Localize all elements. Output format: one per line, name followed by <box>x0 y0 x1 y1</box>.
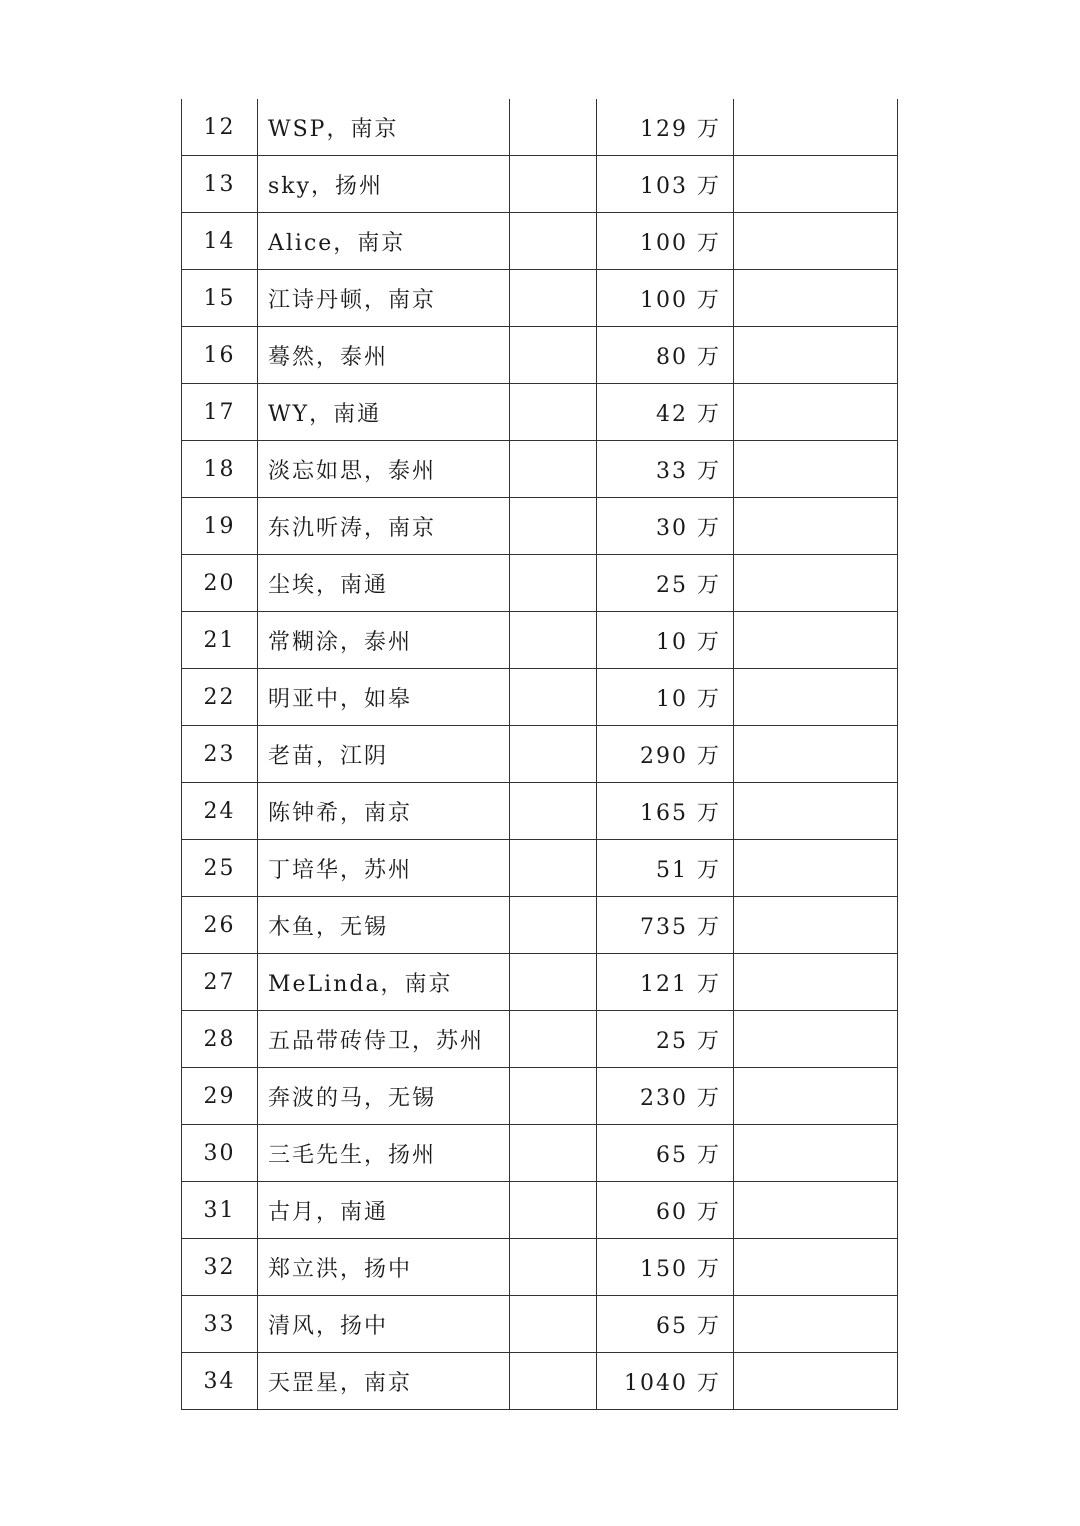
amount-cell: 100 万 <box>597 270 734 327</box>
donor-name-cell: MeLinda，南京 <box>258 954 510 1011</box>
table-row <box>182 1353 898 1410</box>
donor-name-cell: Alice，南京 <box>258 213 510 270</box>
row-number-cell: 13 <box>182 156 258 213</box>
empty-cell <box>734 441 898 498</box>
amount-cell: 80 万 <box>597 327 734 384</box>
amount-cell: 30 万 <box>597 498 734 555</box>
row-number-cell: 18 <box>182 441 258 498</box>
row-number-cell: 31 <box>182 1182 258 1239</box>
amount-cell: 65 万 <box>597 1296 734 1353</box>
empty-cell <box>510 840 597 897</box>
empty-cell <box>510 327 597 384</box>
empty-cell <box>734 669 898 726</box>
row-number-cell: 14 <box>182 213 258 270</box>
empty-cell <box>510 669 597 726</box>
row-number-cell: 26 <box>182 897 258 954</box>
row-number-cell: 24 <box>182 783 258 840</box>
donor-name-cell: 天罡星，南京 <box>258 1353 510 1410</box>
table-row <box>182 99 898 156</box>
empty-cell <box>734 1182 898 1239</box>
amount-cell: 165 万 <box>597 783 734 840</box>
empty-cell <box>734 1239 898 1296</box>
row-number-cell: 23 <box>182 726 258 783</box>
empty-cell <box>510 99 597 156</box>
table-row <box>182 1239 898 1296</box>
amount-cell: 121 万 <box>597 954 734 1011</box>
empty-cell <box>510 1182 597 1239</box>
table-row <box>182 441 898 498</box>
amount-cell: 10 万 <box>597 669 734 726</box>
empty-cell <box>510 612 597 669</box>
table-row <box>182 1296 898 1353</box>
amount-cell: 65 万 <box>597 1125 734 1182</box>
empty-cell <box>510 555 597 612</box>
table-row <box>182 612 898 669</box>
donor-name-cell: 三毛先生，扬州 <box>258 1125 510 1182</box>
empty-cell <box>734 1296 898 1353</box>
donor-name-cell: 淡忘如思，泰州 <box>258 441 510 498</box>
row-number-cell: 16 <box>182 327 258 384</box>
donor-name-cell: 五品带砖侍卫，苏州 <box>258 1011 510 1068</box>
table-row <box>182 1125 898 1182</box>
empty-cell <box>734 897 898 954</box>
donor-name-cell: 明亚中，如皋 <box>258 669 510 726</box>
empty-cell <box>510 441 597 498</box>
donor-name-cell: 奔波的马，无锡 <box>258 1068 510 1125</box>
empty-cell <box>510 1125 597 1182</box>
empty-cell <box>510 384 597 441</box>
amount-cell: 60 万 <box>597 1182 734 1239</box>
table-row <box>182 1068 898 1125</box>
empty-cell <box>734 213 898 270</box>
empty-cell <box>734 156 898 213</box>
empty-cell <box>734 1125 898 1182</box>
empty-cell <box>734 726 898 783</box>
empty-cell <box>510 1239 597 1296</box>
empty-cell <box>510 498 597 555</box>
empty-cell <box>734 384 898 441</box>
row-number-cell: 27 <box>182 954 258 1011</box>
row-number-cell: 29 <box>182 1068 258 1125</box>
table-row <box>182 726 898 783</box>
table-row <box>182 270 898 327</box>
empty-cell <box>734 1353 898 1410</box>
donor-name-cell: 丁培华，苏州 <box>258 840 510 897</box>
empty-cell <box>510 1068 597 1125</box>
amount-cell: 42 万 <box>597 384 734 441</box>
amount-cell: 129 万 <box>597 99 734 156</box>
row-number-cell: 12 <box>182 99 258 156</box>
amount-cell: 150 万 <box>597 1239 734 1296</box>
table-row <box>182 555 898 612</box>
row-number-cell: 22 <box>182 669 258 726</box>
donor-name-cell: 陈钟希，南京 <box>258 783 510 840</box>
empty-cell <box>510 156 597 213</box>
empty-cell <box>734 555 898 612</box>
empty-cell <box>734 612 898 669</box>
empty-cell <box>510 783 597 840</box>
empty-cell <box>734 327 898 384</box>
row-number-cell: 34 <box>182 1353 258 1410</box>
donor-name-cell: 郑立洪，扬中 <box>258 1239 510 1296</box>
empty-cell <box>510 213 597 270</box>
amount-cell: 735 万 <box>597 897 734 954</box>
table-row <box>182 327 898 384</box>
amount-cell: 51 万 <box>597 840 734 897</box>
row-number-cell: 25 <box>182 840 258 897</box>
donor-name-cell: 木鱼，无锡 <box>258 897 510 954</box>
amount-cell: 10 万 <box>597 612 734 669</box>
table-body <box>182 99 898 1410</box>
empty-cell <box>510 1353 597 1410</box>
table-row <box>182 783 898 840</box>
table-row <box>182 1011 898 1068</box>
empty-cell <box>734 840 898 897</box>
donor-name-cell: 老苗，江阴 <box>258 726 510 783</box>
amount-cell: 25 万 <box>597 555 734 612</box>
table-row <box>182 1182 898 1239</box>
empty-cell <box>734 99 898 156</box>
donor-name-cell: 东氿听涛，南京 <box>258 498 510 555</box>
empty-cell <box>510 954 597 1011</box>
row-number-cell: 15 <box>182 270 258 327</box>
table-row <box>182 954 898 1011</box>
amount-cell: 25 万 <box>597 1011 734 1068</box>
table-row <box>182 156 898 213</box>
amount-cell: 1040 万 <box>597 1353 734 1410</box>
empty-cell <box>510 1296 597 1353</box>
donor-name-cell: WY，南通 <box>258 384 510 441</box>
amount-cell: 100 万 <box>597 213 734 270</box>
empty-cell <box>734 270 898 327</box>
donor-name-cell: WSP，南京 <box>258 99 510 156</box>
donor-name-cell: 清风，扬中 <box>258 1296 510 1353</box>
amount-cell: 103 万 <box>597 156 734 213</box>
donor-name-cell: 古月，南通 <box>258 1182 510 1239</box>
row-number-cell: 17 <box>182 384 258 441</box>
amount-cell: 230 万 <box>597 1068 734 1125</box>
donor-name-cell: sky，扬州 <box>258 156 510 213</box>
empty-cell <box>510 897 597 954</box>
empty-cell <box>734 1011 898 1068</box>
donation-table <box>181 99 898 1410</box>
amount-cell: 33 万 <box>597 441 734 498</box>
table-row <box>182 840 898 897</box>
donor-name-cell: 尘埃，南通 <box>258 555 510 612</box>
table-row <box>182 384 898 441</box>
empty-cell <box>734 1068 898 1125</box>
empty-cell <box>510 270 597 327</box>
row-number-cell: 28 <box>182 1011 258 1068</box>
donor-name-cell: 江诗丹顿，南京 <box>258 270 510 327</box>
table-row <box>182 669 898 726</box>
row-number-cell: 30 <box>182 1125 258 1182</box>
table-row <box>182 213 898 270</box>
row-number-cell: 32 <box>182 1239 258 1296</box>
row-number-cell: 19 <box>182 498 258 555</box>
empty-cell <box>734 498 898 555</box>
row-number-cell: 20 <box>182 555 258 612</box>
table-row <box>182 897 898 954</box>
donor-name-cell: 常糊涂，泰州 <box>258 612 510 669</box>
row-number-cell: 21 <box>182 612 258 669</box>
empty-cell <box>734 783 898 840</box>
amount-cell: 290 万 <box>597 726 734 783</box>
empty-cell <box>510 726 597 783</box>
donor-name-cell: 蓦然，泰州 <box>258 327 510 384</box>
row-number-cell: 33 <box>182 1296 258 1353</box>
empty-cell <box>510 1011 597 1068</box>
empty-cell <box>734 954 898 1011</box>
table-row <box>182 498 898 555</box>
